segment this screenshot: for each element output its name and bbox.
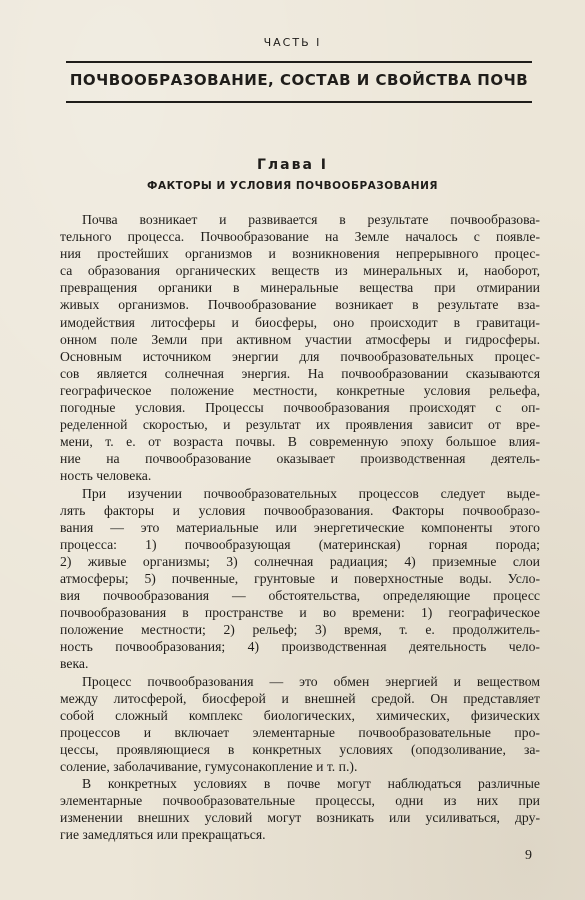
text-line: процессов и включает элементарные почвообразовательные про-: [60, 724, 540, 740]
text-line: элементарные почвообразовательные процессы, одни из них при: [60, 793, 540, 809]
text-line: са образования органических веществ из минеральных и, наоборот,: [60, 263, 540, 279]
paragraph: [60, 775, 540, 843]
text-line: соление, заболачивание, гумусонакопление и т. п.).: [60, 759, 358, 774]
body-text: [60, 211, 540, 843]
text-line: мени, т. е. от возраста почвы. В современную эпоху большое влия-: [60, 434, 540, 450]
text-line: живых организмов. Почвообразование возникает в результате вза-: [60, 297, 540, 313]
text-line: ния простейших организмов и возникновения непрерывного процес-: [60, 246, 540, 262]
text-line: ность почвообразования; 4) производственная деятельность чело-: [60, 639, 540, 655]
text-line: между литосферой, биосферой и внешней средой. Он представляет: [60, 690, 540, 706]
text-line: вания — это материальные или энергетические компоненты этого: [60, 519, 540, 535]
text-line: цессы, проявляющиеся в конкретных условиях (оподзоливание, за-: [60, 741, 540, 757]
text-line: географическое положение местности, конкретные условия рельефа,: [60, 382, 540, 398]
text-line: ние на почвообразование оказывает производственная деятель-: [60, 451, 540, 467]
text-line: В конкретных условиях в почве могут наблюдаться различные: [82, 776, 540, 792]
text-line: имодействия литосферы и биосферы, оно происходит в гравитаци-: [60, 314, 540, 330]
text-line: При изучении почвообразовательных процессов следует выде-: [82, 485, 540, 501]
text-line: Процесс почвообразования — это обмен энергией и веществом: [82, 673, 540, 689]
text-line: превращения органики в минеральные вещества при отмирании: [60, 280, 540, 296]
text-line: процесса: 1) почвообразующая (материнская) горная порода;: [60, 536, 540, 552]
chapter-number: Глава I: [256, 157, 328, 173]
chapter-title: ФАКТОРЫ И УСЛОВИЯ ПОЧВООБРАЗОВАНИЯ: [147, 180, 438, 192]
text-line: Основным источником энергии для почвообразовательных процес-: [60, 348, 540, 364]
text-line: собой сложный комплекс биологических, химических, физических: [60, 707, 540, 723]
text-line: вия почвообразования — обстоятельства, определяющие процесс: [60, 588, 540, 604]
text-line: тельного процесса. Почвообразование на Земле началось с появле-: [60, 229, 540, 245]
part-title: ПОЧВООБРАЗОВАНИЕ, СОСТАВ И СВОЙСТВА ПОЧВ: [69, 71, 529, 89]
text-line: погодные условия. Процессы почвообразования происходят с оп-: [60, 400, 540, 416]
text-line: Почва возникает и развивается в результате почвообразова-: [82, 212, 540, 227]
text-line: 2) живые организмы; 3) солнечная радиация; 4) приземные слои: [60, 553, 540, 569]
text-line: ределенной скоростью, и результат их проявления зависит от вре-: [60, 417, 540, 433]
text-line: онном поле Земли при активном участии атмосферы и гидросферы.: [60, 331, 540, 347]
text-line: атмосферы; 5) почвенные, грунтовые и поверхностные воды. Усло-: [60, 570, 540, 586]
text-line: ность человека.: [60, 468, 152, 484]
part-label: ЧАСТЬ I: [263, 36, 322, 49]
text-line: века.: [60, 656, 89, 672]
text-line: положение местности; 2) рельеф; 3) время, т. е. продолжитель-: [60, 622, 540, 638]
paragraph: [60, 673, 540, 776]
text-line: почвообразования в пространстве и во времени: 1) географическое: [60, 605, 540, 621]
paragraph: [60, 211, 540, 485]
top-rule: [66, 61, 532, 63]
page-number: 9: [525, 848, 532, 863]
paragraph: [60, 485, 540, 673]
text-line: лять факторы и условия почвообразования. Факторы почвообразо-: [60, 502, 540, 518]
text-line: изменении внешних условий могут возникать или усиливаться, дру-: [60, 810, 540, 826]
bottom-rule: [66, 101, 532, 103]
text-line: сов является солнечная энергия. На почвообразовании сказываются: [60, 365, 540, 381]
text-line: гие замедляться или прекращаться.: [60, 827, 266, 843]
